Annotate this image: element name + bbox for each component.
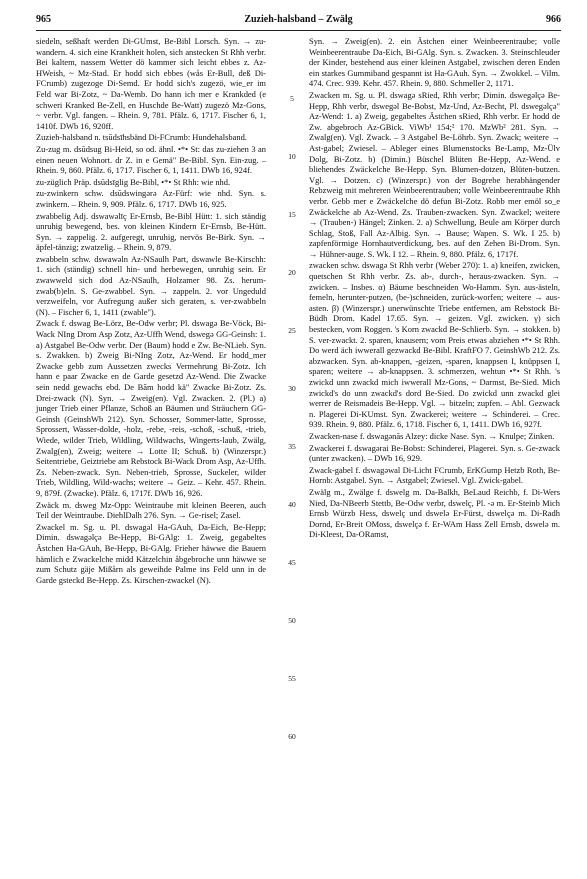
line-number: 15 (288, 210, 296, 219)
line-number: 5 (290, 94, 294, 103)
entry-paragraph: Zwäck m. dsweg Mz-Opp: Weintraube mit kleinen Beeren, auch Teil der Weintraube. DiehlDalh 276. Syn. → Ge-risel; Zasel. (36, 499, 266, 521)
entry-paragraph: Zwälg m., Zwälge f. dswelg m. Da-Balkh, BeLaud Reichb, f. Di-Wers Nied, Da-NBeerb Stettb, Be-Odw verbr, dswelç, Pl. -ə m. Er-Steinb Mich Ernsb Würzb Hess, dswelç und dswelə Er-Fürst, dswelçə m. Di-Radh Dornd, Er-Breit OMoss, dswelçə f. Er-WAm Hass Zell Ernsb, dswelə m. Di-Kleest, Da-ORamst, (309, 486, 560, 540)
entry-paragraph: Syn. → Zweig(en). 2. ein Ästchen einer Weinbeerentraube; volle Weinbeerentraube Da-Eich, Bi-GAlg. Syn. s. Zwacken. 3. Steinschleuder der Kinder, bestehend aus einer kleinen Astgabel, zwischen deren Enden ein starkes Gummiband gespannt ist Ha-GAuh. Syn. → Zwokkel. – Vilm. 474. Crec. 939. Kehr. 457. Rhein. 9, 880. Schmeller 2, 1171. (309, 36, 560, 89)
page-header (36, 14, 561, 30)
entry-paragraph: zwabbeln schw. dswawəln Az-NSaulh Part, dswawle Be-Kirschh: 1. sich (ständig) schnell hin- und herbewegen, unruhig sein. Er zwawweld sich dod Az-NSaulh, Holzamer 98. Zs. herum-zwab(b)eln. S. Ge-zwabbel. Syn. → zappeln. 2. vor Ungeduld verzweifeln, vor Aufregung außer sich geraten, s. ver-zwabbeln (N). – Fischer 6, 1, 1411 (zwable"). (36, 253, 266, 317)
right-column (309, 36, 560, 540)
page-number-right: 966 (546, 14, 561, 25)
left-column (36, 36, 266, 585)
entry-paragraph: Zwack f. dswag Be-Lörz, Be-Odw verbr; Pl. dswagə Be-Vöck, Bi-Wack NIng Drom Asp Zotz, Az-Uffh Wend, dswegə GG-Geinsh: 1. a) Astgabel Be-Odw verbr. Der (Baum) hodd e Zw. Be-NLieb. Syn. s. Zwakken. b) Zweig Bi-NIng Zotz, Az-Wend. Er hodd_mer Zwacke gebb zum Aussetzen zwecks Vermehrung Bi-Zotz. Ich hann e paar Zwacke en de Garde gesetzd Az-Wend. Die Zwacke sein nedd gewachs ebd. De Bãm hodd kä" Zwacke Bi-Zotz. Zs. Drei-zwack (N). Syn. → Zweig(en). Vgl. Zwacken. 2. (Pl.) a) junger Trieb einer Pflanze, Schoß an Bäumen und Sträuchern GG-Geinsh (GeinshWb 212). Syn. Schosser, Sommer-latte, Sprosse, Sprossert, Wasser-dolde, -holz, -rebe, -reis, -schoß, -schuß, -trieb, Wiede, wilder Trieb, Wildling, Wildwachs, Wingerts-laub, Zwälg, Zwalg(en), Zweig; weitere → Lotte II; Schuß. b) (Winzerspr.) Seitentriebe, Geiztriebe am Rebstock Bi-Wack Drom Asp, Az-Uffh. Zs. Neben-zwack. Syn. Neben-trieb, Sprosse, Suckeler, wilder Trieb, Wildling, Wild-wachs; weitere → Geiz. – Kehr. 457. Rhein. 9, 879f. (Zwacke). Pfälz. 6, 1717f. DWb 16, 926. (36, 318, 266, 498)
line-number: 50 (288, 616, 296, 625)
entry-paragraph: Zwackerei f. dswagərai Be-Bobst: Schinderei, Plagerei. Syn. s. Ge-zwack (unter zwacken). – DWb 16, 929. (309, 442, 560, 464)
entry-paragraph: zwacken schw. dswagə St Rhh verbr (Weber 270): 1. a) kneifen, zwicken, quetschen St Rhh verbr. Zs. ab-, durch-, heraus-zwacken. Syn. → zwicken. – Insbes. α) Bäume beschneiden Wo-Hamm. Syn. aus-ästeln, femeln, herunter-putzen, (be-)schneiden, zurück-worfen; weitere → aus-asten. β) (Winzerspr.) unerwünschte Triebe entfernen, am Rebstock Bi-Büdh Drom. Kadel 17.65. Syn. → geizen. Vgl. zwicken. γ) sich bestecken, vom Roggen. 's Korn zwackd Be-Schlierb. Syn. → stokken. b) S. ver-zwackt. 2. sparen, knausern; vom Preis etwas abziehen •*• St Rhh. Do werd äch iwwerall gezwackd Be-Bibl. KraftFO 7. GeinshWb 212. Zs. abzwacken. Syn. ab-knappen, -geizen, -sparen, knappsen I, knüppsen I, sparen; weitere → ab-knappsen. 3. schmerzen, wehtun •*• St Rhh. 's zwickd unn zwackd mich iwwerall Mz-Gons, ~ Darmst, Be-Sied. Mich zwickd's do unn zwackd's dord Be-Sied. Do zwickd unn zwackd glei werrer de Reismadeis Be-Hepp. Vgl. → bitzeln; zupfen. – Abl. Gezwack n. Plagerei Di-KUmst. Syn. Zwackerei; weitere → Schinderei. – Crec. 939. Rhein. 9, 880. Pfälz. 6, 1718. Fischer 6, 1, 1411. DWb 16, 927f. (309, 260, 560, 430)
running-title: Zuzieh-halsband – Zwälg (244, 14, 353, 25)
entry-paragraph: Zu-zug m. dsūdsug Bi-Heid, so od. ähnl. •*• St: das zu-ziehen 3 an einen neuen Wohnort. dr Z. in e Gemä" Be-Bibl. Syn. Ein-zug. – Rhein. 9, 860. Pfälz. 6, 1717. Fischer 6, 1, 1411. DWb 16, 924f. (36, 143, 266, 176)
line-number: 25 (288, 326, 296, 335)
entry-paragraph: Zwackel m. Sg. u. Pl. dswagəl Ha-GAuh, Da-Eich, Be-Hepp; Dimin. dswagəlçə Be-Hepp, Bi-GAlg: 1. Zweig, gegabeltes Ästchen Ha-GAuh, Be-Hepp, Bi-GAlg. Frieher häwwe die Bauern hämlich e Zwackelche midd Kätzelchin åbgebroche unn häwwe se zum Schutz gäje Mißårn als geweihde Palme ins Feld unn in de Garde gsteckd Be-Hepp. Zs. Kirschen-zwackel (N). (36, 521, 266, 585)
line-number: 55 (288, 674, 296, 683)
entry-paragraph: Zuzieh-halsband n. tsūdsīhsbänd Di-FCrumb: Hundehalsband. (36, 132, 247, 143)
page-number-left: 965 (36, 14, 51, 25)
entry-paragraph: zu-zwinkern schw. dsūdswingərə Az-Fürf: wie nhd. Syn. s. zwinkern. – Rhein. 9, 909. Pfälz. 6, 1717. DWb 16, 925. (36, 188, 266, 209)
line-number: 10 (288, 152, 296, 161)
entry-paragraph: Zwacken m. Sg. u. Pl. dswagə sRied, Rhh verbr; Dimin. dswegəlçə Be-Hepp, Rhh verbr, dswegəl Be-Bobst, Mz-Und, Az-Becht, Pl. dswegəlçə" Az-Wend: 1. a) Zweig, gegabeltes Ästchen sRied, Rhh verbr. Er hodd de Zw. abgebroch Az-GBick. ViWb¹ 154;² 170. MzWb² 281. Syn. → Zwalg(en). Vgl. Zwack. – 3 Astgabel Be-Löhrb. Syn. Zwack; weitere → Ast-gabel; Zwiesel. – Ableger eines Blumenstocks Be-Lamp, Mz-Ülv Dolg, Bi-Zotz. b) (Dimin.) Büschel Blüten Be-Hepp, Az-Wend. e bliehendes Zwäckelche Be-Hepp. Syn. Blumen-dotzen, Blüten-butzen. Vgl. → Dotzen. c) (Winzerspr.) von der Bogrebe herabhängender Rebzweig mit mehreren Weinbeerentrauben; volle Weinbeerentraube Rhh verbr. Gebb mer e Zwäckelche dö defun Bi-Zotz. Robb mer emöl so_e Zwäckelche ab Az-Wend. Zs. Trauben-zwacken. Syn. Zwackel; weitere → (Trauben-) Hängel; Zinken. 2. a) Schwellung, Beule am Körper durch Schlag, Stoß, Fall Az-Albig. Syn. → Bause; Wapen. S. Wk. I 25. b) zapfenförmige Hornhautverdickung, bes. auf den Zehen Bi-Drom. Syn. → Hühner-auge. S. Wk. I 12. – Rhein. 9, 880. Pfälz. 6, 1717f. (309, 89, 560, 259)
line-number: 40 (288, 500, 296, 509)
entry-paragraph: Zwacken-nase f. dswagənās Alzey: dicke Nase. Syn. → Knulpe; Zinken. (309, 430, 555, 441)
entry-paragraph: zu-züglich Präp. dsūdsīglig Be-Bibl, •*• St Rhh: wie nhd. (36, 176, 231, 187)
line-number: 35 (288, 442, 296, 451)
entry-paragraph: siedeln, seßhaft werden Di-GUmst, Be-Bibl Lorsch. Syn. → zu-wandern. 4. sich eine Krankheit holen, sich anstecken St Rhh verbr. Bei kaltem, nassem Wetter dö kammer sich leicht ebbes z. Az-HWeish, ~ Mz-Stad. Er hodd sich ebbes (wås Er-Bull, deß Di-FCrumb) zugezoge Di-Semd. Er hodd sich's zugezö, wie_er im Feld war Bi-Zotz, ~ Da-Wemb. Do hann ich mer e Krankded (e schweri Kranked Be-Zell, en Huschde Be-Watt) zugezö Mz-Gons, ~ verbr. Vgl. fangen. – Rhein. 9, 781. Pfälz. 6, 1717. Fischer 6, 1, 1410f. DWb 16, 920ff. (36, 36, 266, 131)
header-rule (36, 30, 561, 31)
line-number: 20 (288, 268, 296, 277)
line-number: 30 (288, 384, 296, 393)
entry-paragraph: Zwack-gabel f. dswagəwal Di-Licht FCrumb, ErKGump Hetzb Roth, Be-Hornb: Astgabel. Syn. → Astgabel; Zwiesel. Vgl. Zwick-gabel. (309, 464, 560, 486)
line-number: 60 (288, 732, 296, 741)
line-number: 45 (288, 558, 296, 567)
entry-paragraph: zwabbelig Adj. dswawəlīç Er-Ernsb, Be-Bibl Hütt: 1. sich ständig unruhig bewegend, bes. von kleinen Kindern Er-Ernsb, Be-Hütt. Syn. → zappelig. 2. aufgeregt, unruhig, nervös Be-Birk. Syn. → äpfel-tänzig; zwatzelig. – Rhein. 9, 879. (36, 210, 266, 253)
